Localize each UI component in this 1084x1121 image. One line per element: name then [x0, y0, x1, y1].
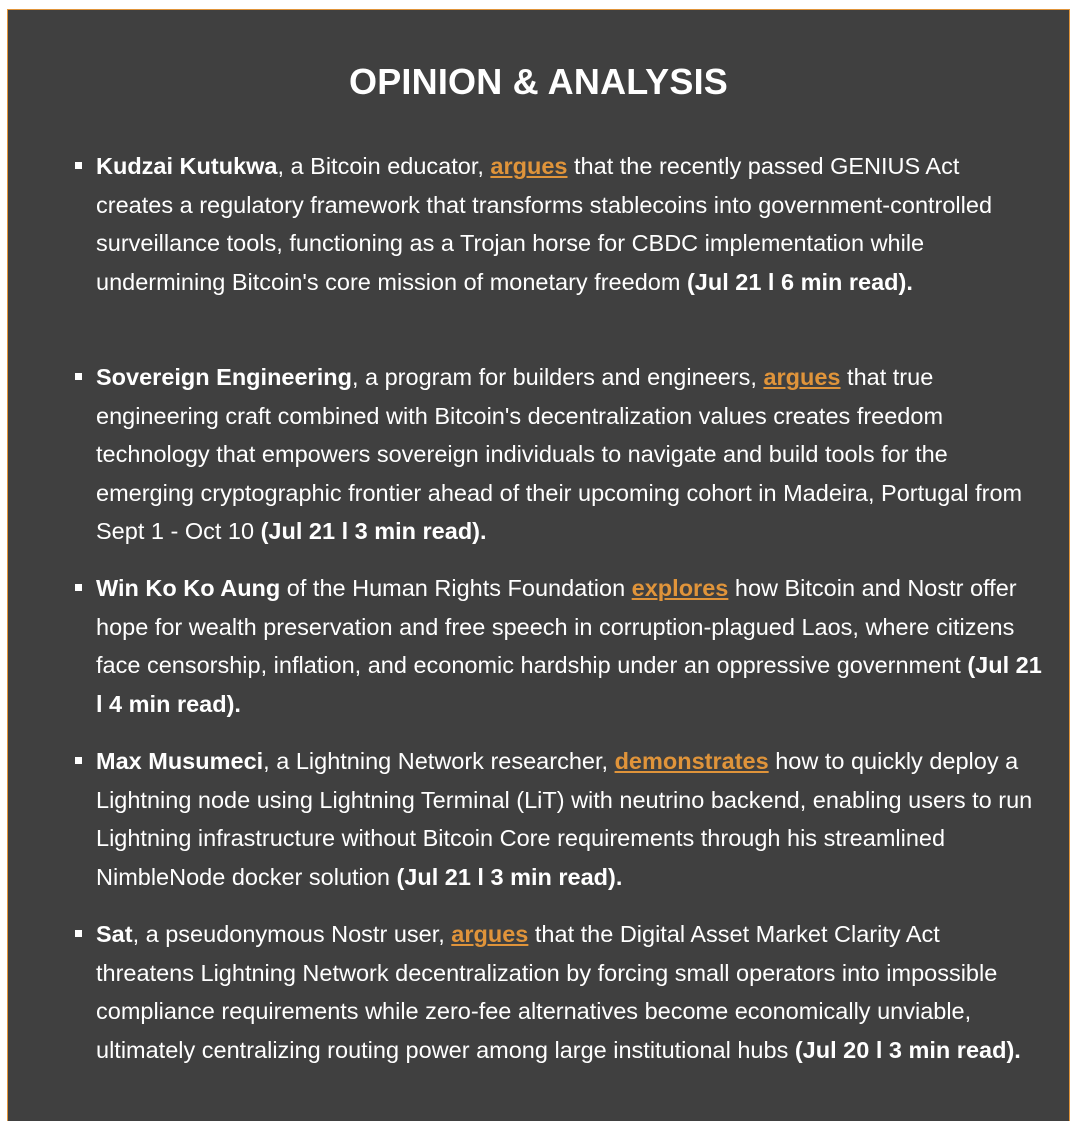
list-item [96, 147, 1042, 301]
article-link[interactable]: argues [490, 153, 568, 179]
opinion-analysis-panel [7, 9, 1070, 1121]
author-description: of the Human Rights Foundation [280, 575, 632, 601]
author-name: Win Ko Ko Aung [96, 575, 281, 601]
article-link[interactable]: argues [451, 921, 529, 947]
list-item [96, 358, 1042, 551]
article-link[interactable]: demonstrates [614, 748, 769, 774]
article-meta: (Jul 21 l 3 min read). [396, 863, 623, 890]
article-summary: how to quickly deploy a Lightning node using Lightning Terminal (LiT) with neutrino backend, enabling users to run Lightning infrastructure without Bitcoin Core requirements through his streamlined NimbleNode docker solution [96, 748, 1033, 890]
article-meta: (Jul 21 l 3 min read). [260, 518, 487, 544]
author-name: Kudzai Kutukwa [96, 153, 278, 179]
bullet-icon [75, 373, 82, 380]
article-summary: how Bitcoin and Nostr offer hope for wealth preservation and free speech in corruption-plagued Laos, where citizens face censorship, inflation, and economic hardship under an oppressive government [96, 575, 1017, 678]
bullet-icon [75, 584, 82, 591]
article-meta: (Jul 20 l 3 min read). [794, 1036, 1021, 1063]
author-name: Sovereign Engineering [96, 364, 352, 390]
article-link[interactable]: argues [763, 364, 841, 390]
author-description: , a Lightning Network researcher, [263, 748, 615, 774]
author-description: , a pseudonymous Nostr user, [132, 921, 452, 947]
list-item [96, 915, 1042, 1069]
article-link[interactable]: explores [631, 575, 729, 601]
bullet-icon [75, 162, 82, 169]
author-name: Max Musumeci [96, 748, 264, 774]
article-meta: (Jul 21 l 4 min read). [96, 652, 1042, 717]
article-meta: (Jul 21 l 6 min read). [686, 268, 913, 295]
article-summary: that the Digital Asset Market Clarity Act threatens Lightning Network decentralization by forcing small operators into impossible compliance requirements while zero-fee alternatives become economically unviable, ultimately centralizing routing power among large institutional hubs [96, 921, 998, 1063]
article-summary: that the recently passed GENIUS Act creates a regulatory framework that transforms stablecoins into government-controlled surveillance tools, functioning as a Trojan horse for CBDC implementation while undermining Bitcoin's core mission of monetary freedom [96, 153, 993, 295]
list-item [96, 742, 1042, 896]
section-title: OPINION & ANALYSIS [349, 61, 728, 102]
bullet-icon [75, 757, 82, 764]
article-summary: that true engineering craft combined with Bitcoin's decentralization values creates freedom technology that empowers sovereign individuals to navigate and build tools for the emerging cryptographic frontier ahead of their upcoming cohort in Madeira, Portugal from Sept 1 - Oct 10 [96, 364, 1023, 544]
author-description: , a program for builders and engineers, [351, 364, 764, 390]
bullet-icon [75, 930, 82, 937]
author-name: Sat [96, 921, 133, 947]
author-description: , a Bitcoin educator, [277, 153, 491, 179]
list-item [96, 569, 1042, 723]
